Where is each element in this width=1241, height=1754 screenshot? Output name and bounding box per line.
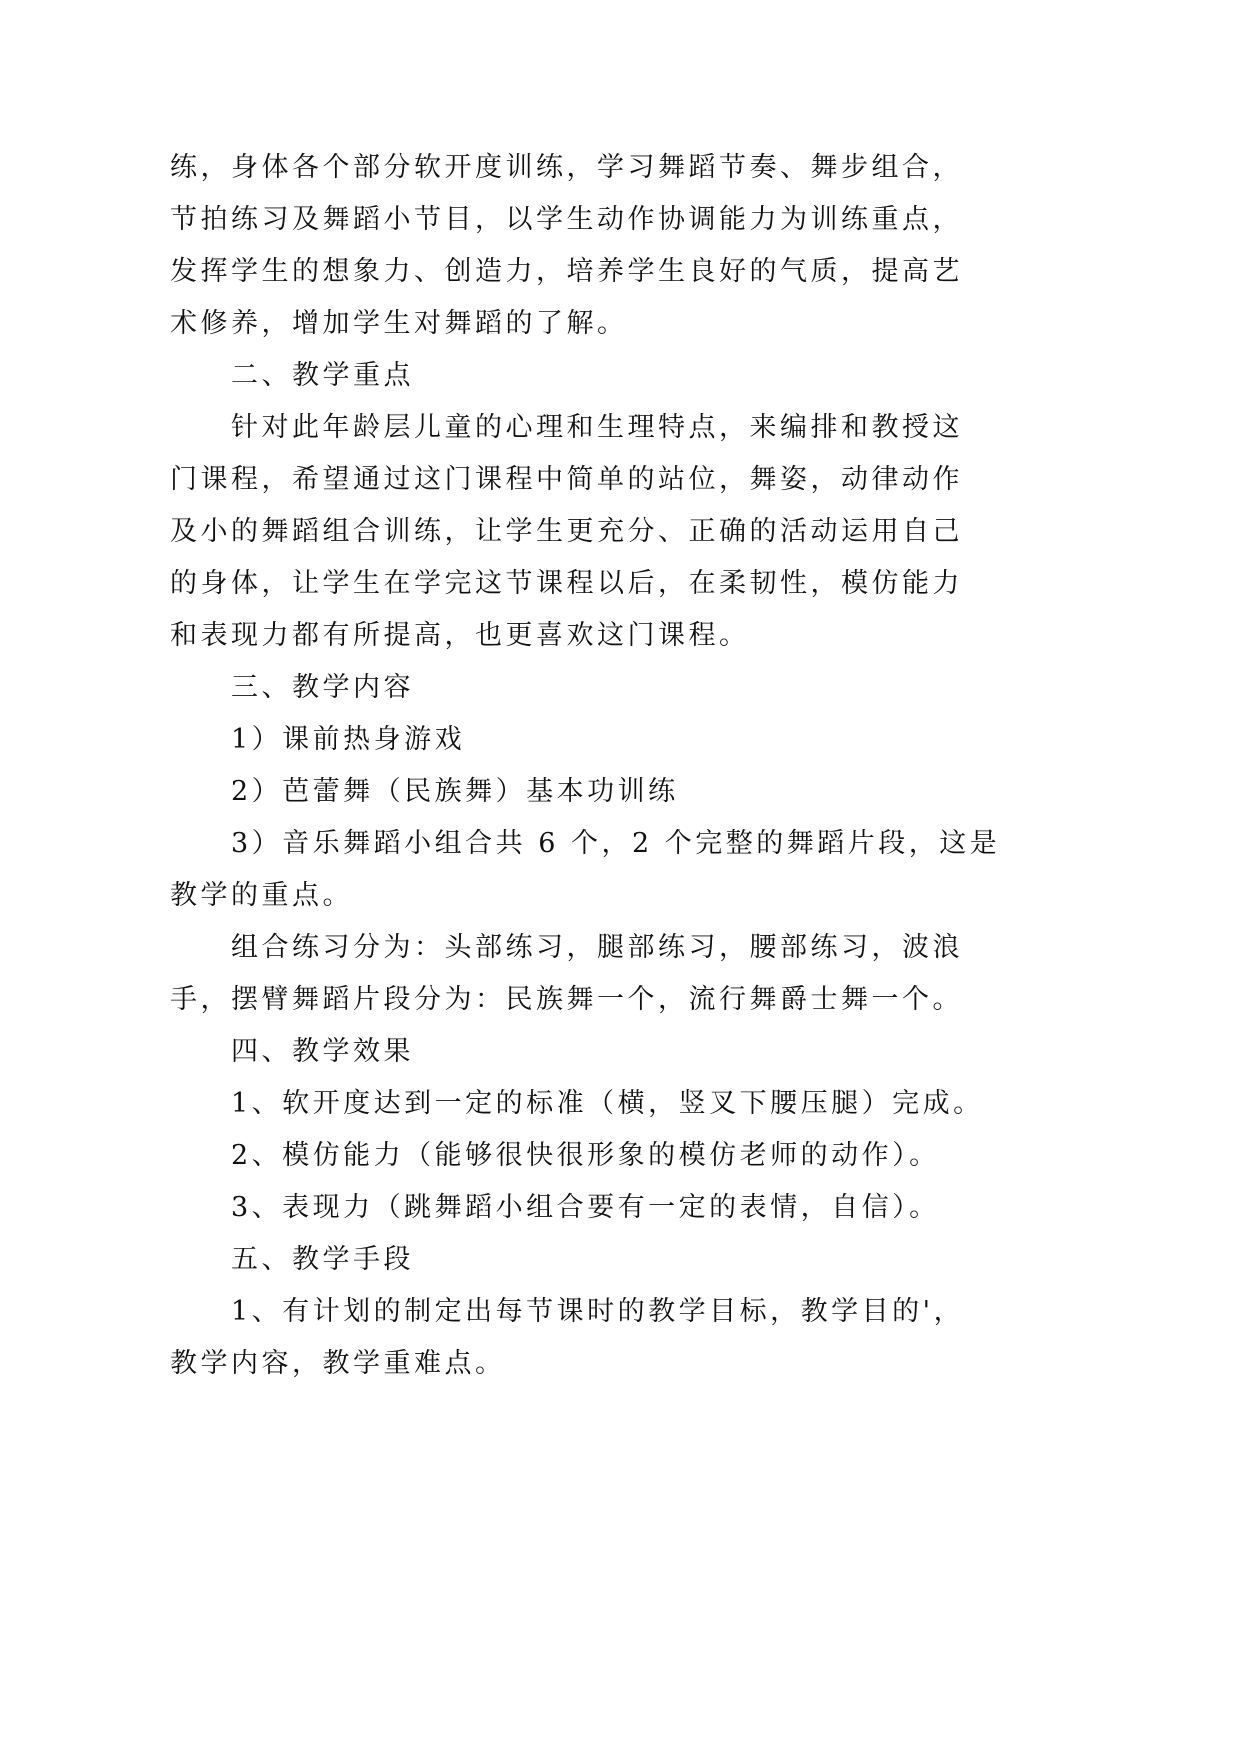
- list-item-line: 1、有计划的制定出每节课时的教学目标，教学目的'，: [231, 1296, 965, 1327]
- list-item: [170, 818, 1170, 922]
- list-item-line: 2）芭蕾舞（民族舞）基本功训练: [231, 776, 679, 807]
- paragraph-line: 术修养，增加学生对舞蹈的了解。: [170, 308, 628, 339]
- section-heading: 五、教学手段: [231, 1244, 414, 1275]
- list-item: [170, 766, 1170, 818]
- section-teaching-focus: [170, 350, 1170, 662]
- section-heading: 二、教学重点: [231, 360, 414, 391]
- paragraph-line: 发挥学生的想象力、创造力，培养学生良好的气质，提高艺: [170, 256, 963, 287]
- list-item-line: 3、表现力（跳舞蹈小组合要有一定的表情，自信）。: [231, 1192, 940, 1223]
- paragraph-line: 门课程，希望通过这门课程中简单的站位，舞姿，动律动作: [170, 464, 963, 495]
- list-item-line: 1）课前热身游戏: [231, 724, 466, 755]
- section-heading: 四、教学效果: [231, 1036, 414, 1067]
- list-item-line: 教学内容，教学重难点。: [170, 1348, 506, 1379]
- list-item-line: 1、软开度达到一定的标准（横，竖叉下腰压腿）完成。: [231, 1088, 984, 1119]
- section-teaching-content: [170, 662, 1170, 1026]
- paragraph-line: 手，摆臂舞蹈片段分为：民族舞一个，流行舞爵士舞一个。: [170, 984, 963, 1015]
- section-heading: 三、教学内容: [231, 672, 414, 703]
- paragraph: [170, 922, 1170, 1026]
- paragraph-line: 组合练习分为：头部练习，腿部练习，腰部练习，波浪: [231, 932, 963, 963]
- paragraph: [170, 402, 1170, 662]
- paragraph-line: 针对此年龄层儿童的心理和生理特点，来编排和教授这: [231, 412, 963, 443]
- section-teaching-methods: [170, 1234, 1170, 1390]
- list-item: [170, 1286, 1170, 1390]
- paragraph-line: 的身体，让学生在学完这节课程以后，在柔韧性，模仿能力: [170, 568, 963, 599]
- paragraph-line: 和表现力都有所提高，也更喜欢这门课程。: [170, 620, 750, 651]
- list-item-line: 2、模仿能力（能够很快很形象的模仿老师的动作）。: [231, 1140, 940, 1171]
- list-item: [170, 714, 1170, 766]
- paragraph-line: 练，身体各个部分软开度训练，学习舞蹈节奏、舞步组合，: [170, 152, 963, 183]
- paragraph-line: 节拍练习及舞蹈小节目，以学生动作协调能力为训练重点，: [170, 204, 963, 235]
- list-item-line: 教学的重点。: [170, 880, 353, 911]
- intro-paragraph: [170, 142, 1170, 350]
- section-teaching-effect: [170, 1026, 1170, 1234]
- list-item-line: 3）音乐舞蹈小组合共 6 个，2 个完整的舞蹈片段，这是: [231, 828, 1001, 859]
- paragraph-line: 及小的舞蹈组合训练，让学生更充分、正确的活动运用自己: [170, 516, 963, 547]
- document-body: [170, 142, 1170, 1390]
